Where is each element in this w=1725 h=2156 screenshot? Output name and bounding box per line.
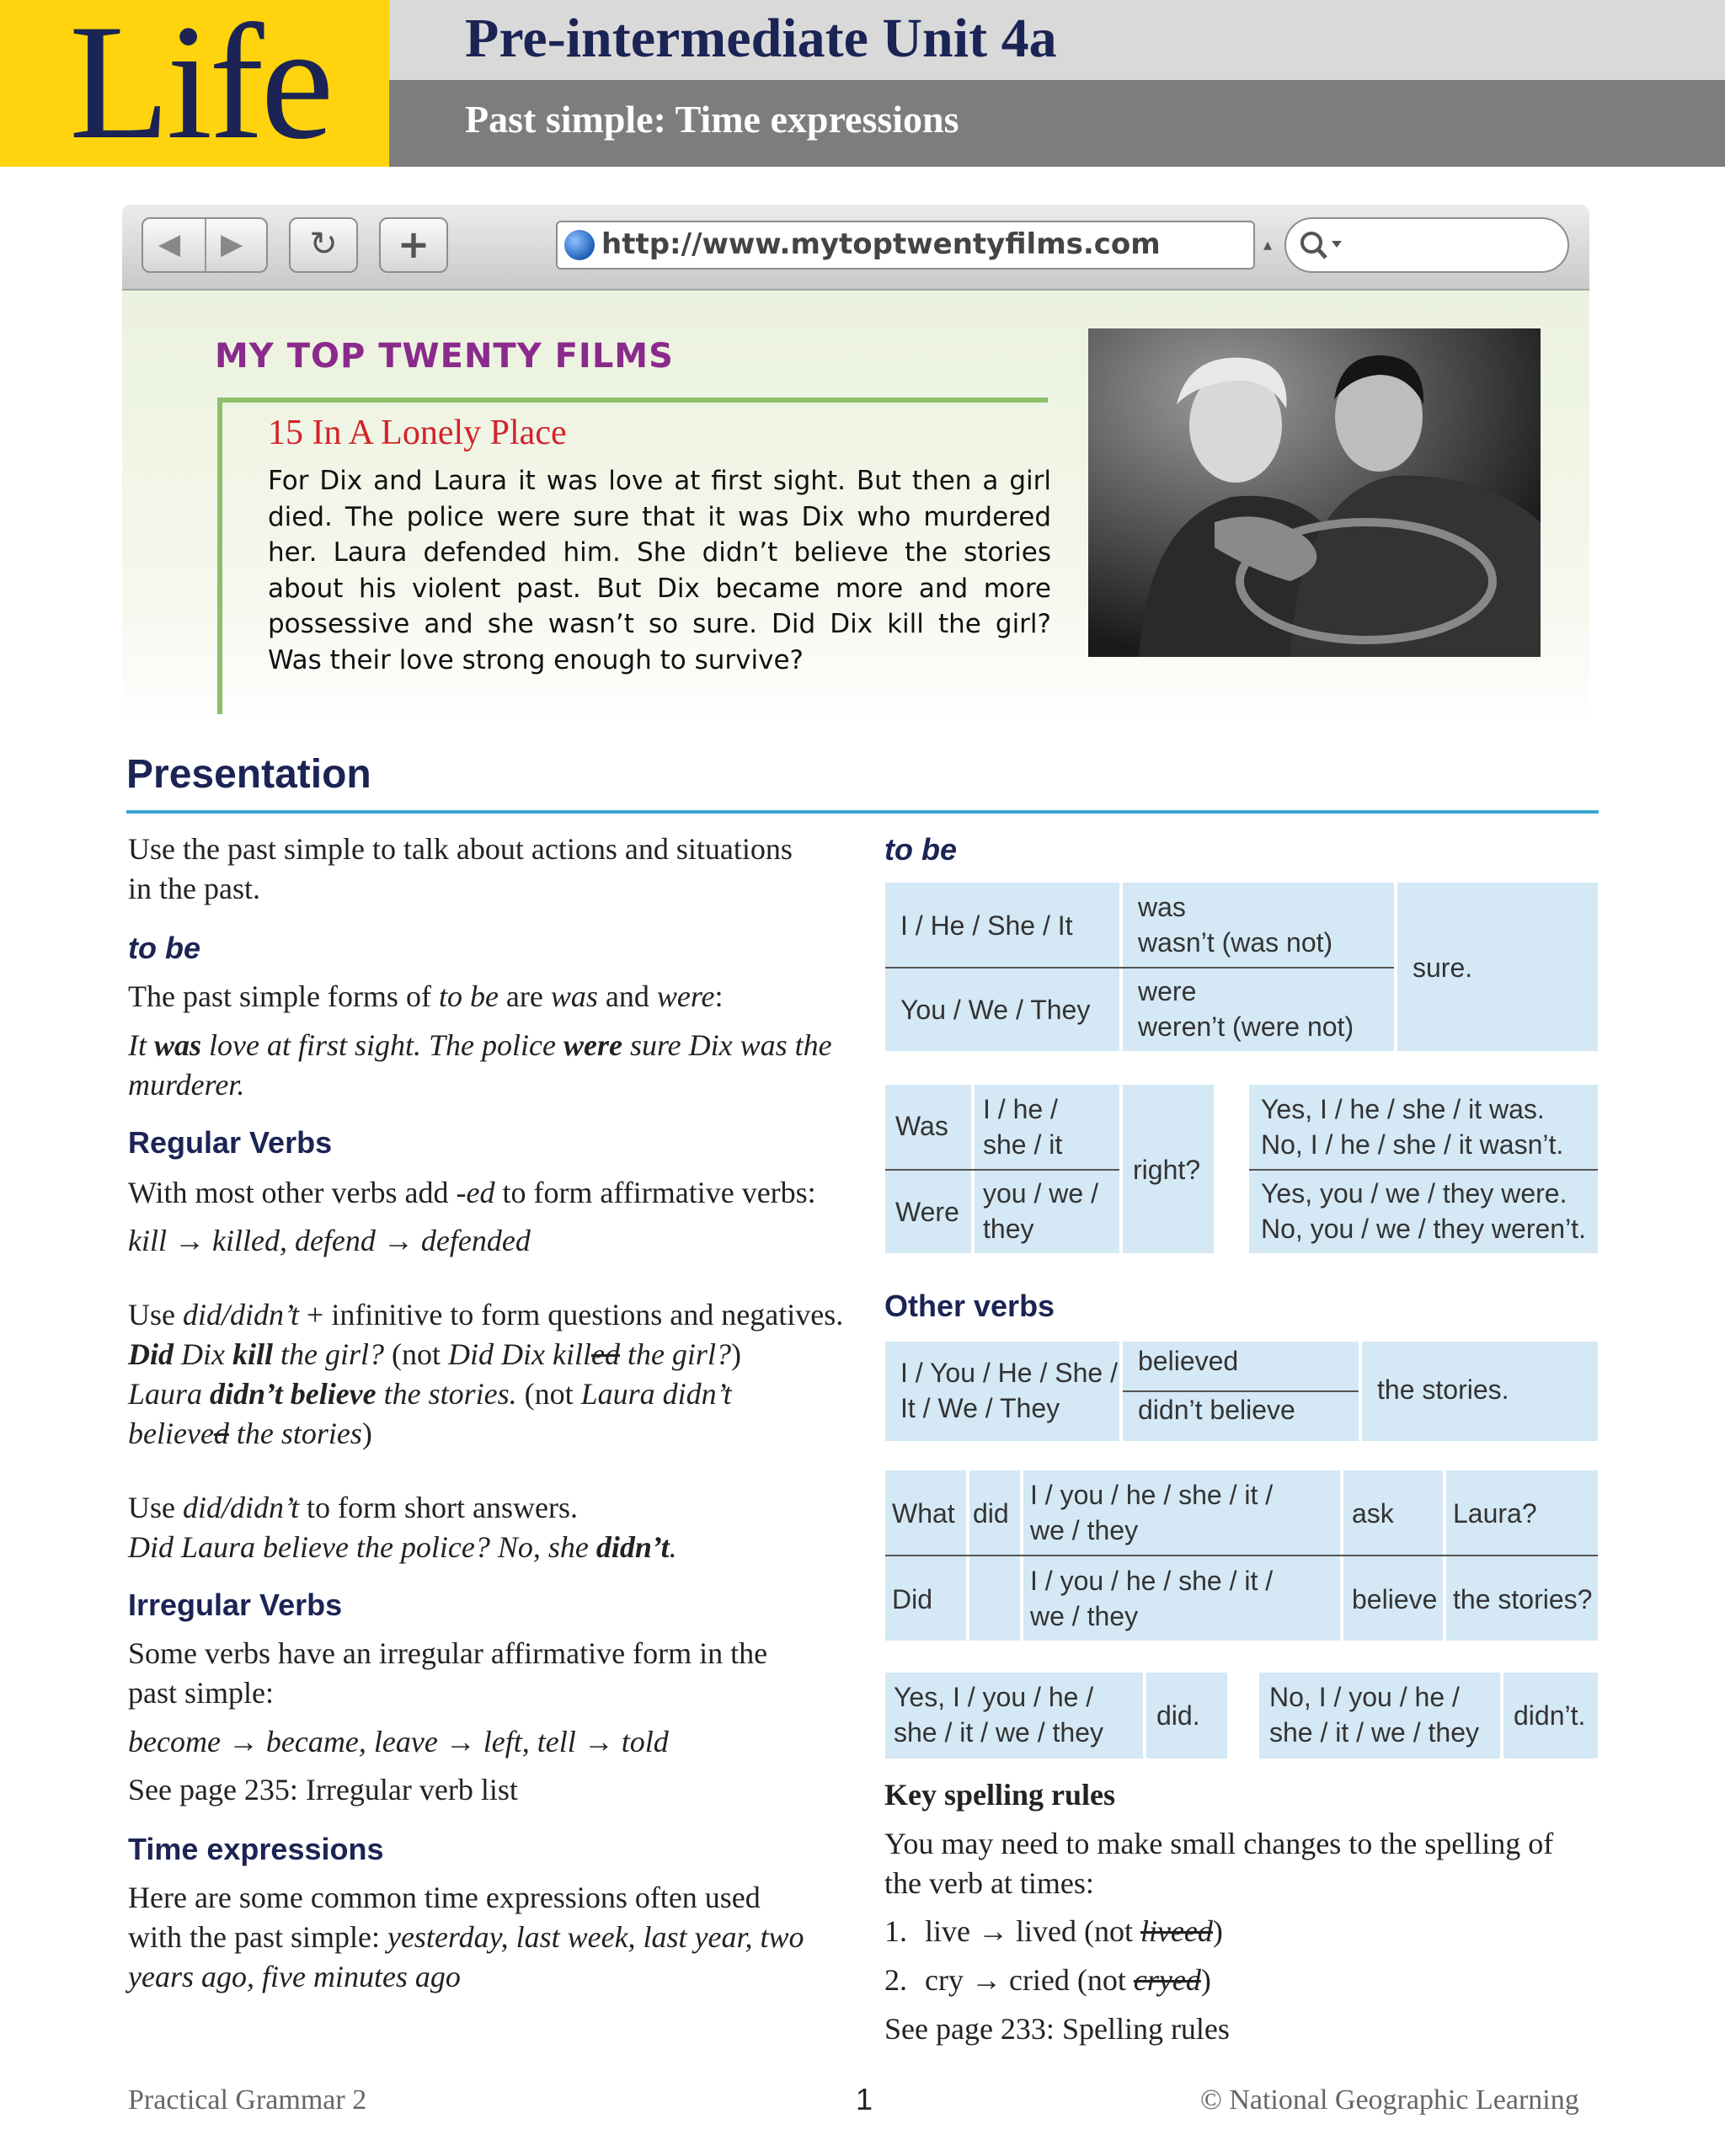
- spelling-text: [884, 1824, 1609, 1903]
- tobe-text-b: to be: [438, 979, 499, 1013]
- back-forward-buttons[interactable]: [142, 217, 268, 273]
- table1-subj1: I / He / She / It: [900, 910, 1073, 941]
- reload-button[interactable]: [289, 217, 358, 273]
- tobe-text-g: :: [714, 979, 724, 1013]
- tobe-table-heading: to be: [884, 832, 957, 867]
- did-ex1-i: ): [730, 1337, 741, 1371]
- table4-did1: did: [973, 1498, 1009, 1529]
- table2-q1: Was: [895, 1111, 948, 1141]
- film-still-photo: [1088, 328, 1541, 657]
- did-ex1-b: Dix: [174, 1337, 232, 1371]
- table2-a2: No, I / he / she / it wasn’t.: [1261, 1129, 1564, 1160]
- tobe-ex-1e: sure Dix was the: [622, 1028, 832, 1062]
- table1-v2b: weren’t (were not): [1138, 1011, 1354, 1042]
- table5-nb: she / it / we / they: [1269, 1717, 1479, 1748]
- table5-no-verb: [1503, 1673, 1598, 1758]
- irregular-text: [128, 1634, 886, 1713]
- did-ex1-f: Did Dix kill: [448, 1337, 591, 1371]
- table4-s2a: I / you / he / she / it /: [1030, 1566, 1274, 1596]
- site-title: MY TOP TWENTY FILMS: [215, 337, 674, 376]
- spelling-rule-2: [884, 1961, 1211, 2000]
- regular-text-c: to form affirmative verbs:: [494, 1176, 816, 1209]
- did-ex3-b: d: [213, 1417, 229, 1450]
- did-ex1-e: (not: [384, 1337, 448, 1371]
- table3-v1: believed: [1138, 1346, 1239, 1376]
- article-body: For Dix and Laura it was love at first sight. But then a girl died. The police were sure that it was Dix who murdered her. Laura defended him. She didn’t believe the stories about his violent past. But Dix became more and more possessive and she wasn’t so sure. Did Dix kill the girl? Was their love strong enough to survive?: [268, 466, 1051, 675]
- table1-comp: sure.: [1413, 953, 1473, 983]
- intro-line-1: Use the past simple to talk about actions and situations: [128, 832, 793, 866]
- unit-header: [389, 0, 1725, 80]
- table2-s2b: they: [983, 1214, 1034, 1244]
- did-example-2: [128, 1374, 903, 1414]
- rule2-a: cry → cried (not: [925, 1963, 1134, 1997]
- tobe-text-d: was: [550, 979, 598, 1013]
- irregular-example: become → became, leave → left, tell → told: [128, 1725, 669, 1758]
- regular-text-b: -ed: [456, 1176, 495, 1209]
- tobe-text-e: and: [597, 979, 657, 1013]
- irregular-line-1: Some verbs have an irregular affirmative form in the: [128, 1636, 768, 1670]
- search-icon: [1298, 227, 1348, 264]
- regular-text-a: With most other verbs add: [128, 1176, 457, 1209]
- tobe-example: [128, 1026, 886, 1105]
- address-bar[interactable]: [556, 221, 1255, 270]
- time-heading: Time expressions: [128, 1832, 384, 1866]
- forward-arrow-icon[interactable]: ▶: [221, 227, 243, 261]
- did-ex2-c: the stories.: [376, 1377, 517, 1411]
- new-tab-button[interactable]: [379, 217, 448, 273]
- regular-text: [128, 1173, 886, 1213]
- did-text-b: did/didn’t: [183, 1298, 300, 1331]
- table1-divider: [885, 967, 1394, 969]
- table4-s1a: I / you / he / she / it /: [1030, 1480, 1274, 1510]
- article-title: 15 In A Lonely Place: [268, 414, 567, 452]
- short-text-b: did/didn’t: [183, 1491, 300, 1524]
- table3-object-cell: [1362, 1342, 1598, 1441]
- table5-nv: didn’t.: [1514, 1700, 1586, 1731]
- tobe-ex-1b: was: [154, 1028, 202, 1062]
- globe-icon: [564, 230, 595, 260]
- did-ex1-d: the girl?: [273, 1337, 384, 1371]
- did-ex1-g: ed: [590, 1337, 620, 1371]
- time-line-3: years ago, five minutes ago: [128, 1960, 461, 1993]
- regular-example: kill → killed, defend → defended: [128, 1224, 531, 1257]
- short-text-c: to form short answers.: [299, 1491, 578, 1524]
- footer-left: Practical Grammar 2: [128, 2084, 367, 2116]
- table2-s1a: I / he /: [983, 1094, 1058, 1124]
- table2-s1b: she / it: [983, 1129, 1063, 1160]
- table3-s2: It / We / They: [900, 1393, 1060, 1423]
- table2-a3: Yes, you / we / they were.: [1261, 1178, 1567, 1209]
- table5-yes-subject: [885, 1673, 1143, 1758]
- did-text: [128, 1295, 903, 1335]
- did-ex2-d: (not: [516, 1377, 581, 1411]
- footer-right: © National Geographic Learning: [1200, 2084, 1579, 2116]
- tobe-example-line-1: [128, 1026, 886, 1065]
- tobe-text-c: are: [498, 979, 551, 1013]
- plus-icon: +: [397, 221, 430, 267]
- table4-divider: [885, 1555, 1598, 1556]
- did-examples: [128, 1335, 903, 1454]
- table2-s2a: you / we /: [983, 1178, 1098, 1209]
- table5-yes-verb: [1146, 1673, 1227, 1758]
- logo-text: Life: [69, 0, 331, 173]
- did-ex3-a: believe: [128, 1417, 214, 1450]
- short-text: [128, 1488, 886, 1528]
- table3-v2: didn’t believe: [1138, 1395, 1295, 1425]
- back-arrow-icon[interactable]: ◀: [158, 227, 181, 261]
- did-example-3: [128, 1414, 903, 1454]
- rule2-b: cryed: [1133, 1963, 1201, 1997]
- table4-v2: believe: [1352, 1584, 1438, 1614]
- spelling-rule-1: [884, 1912, 1223, 1951]
- did-ex1-h: the girl?: [619, 1337, 731, 1371]
- presentation-heading: Presentation: [126, 752, 371, 797]
- spelling-line-2: the verb at times:: [884, 1866, 1094, 1900]
- intro-line-2: in the past.: [128, 872, 260, 905]
- table3-divider: [1123, 1390, 1359, 1392]
- page-number: 1: [856, 2082, 873, 2116]
- table4-o1: Laura?: [1453, 1498, 1537, 1529]
- table1-subj2: You / We / They: [900, 995, 1091, 1025]
- table5-yv: did.: [1156, 1700, 1200, 1731]
- table1-v2a: were: [1138, 976, 1197, 1006]
- time-2a: with the past simple:: [128, 1920, 387, 1954]
- tobe-heading: to be: [128, 931, 200, 965]
- did-example-1: [128, 1335, 903, 1374]
- rule2-c: ): [1200, 1963, 1211, 1997]
- tobe-ex-1d: were: [563, 1028, 622, 1062]
- tobe-text-a: The past simple forms of: [128, 979, 439, 1013]
- table2-mid: right?: [1133, 1155, 1201, 1185]
- table3-obj: the stories.: [1377, 1374, 1509, 1405]
- did-ex3-c: the stories: [228, 1417, 362, 1450]
- did-ex2-b: didn’t believe: [210, 1377, 377, 1411]
- did-ex1-a: Did: [128, 1337, 174, 1371]
- rule1-b: liveed: [1140, 1914, 1213, 1948]
- table5-na: No, I / you / he /: [1269, 1682, 1460, 1712]
- film-still-image: [1088, 328, 1541, 657]
- table4-s1b: we / they: [1030, 1515, 1139, 1545]
- table2-a1: Yes, I / he / she / it was.: [1261, 1094, 1545, 1124]
- table2-mid-cell: [1123, 1085, 1214, 1253]
- table4-v1: ask: [1352, 1498, 1394, 1529]
- table2-divider-left: [885, 1169, 1119, 1171]
- search-field[interactable]: [1284, 217, 1569, 273]
- did-text-a: Use: [128, 1298, 183, 1331]
- reload-icon: ↻: [309, 225, 338, 264]
- url-dropdown-icon[interactable]: ▴: [1263, 234, 1273, 254]
- table3-s1: I / You / He / She /: [900, 1358, 1118, 1388]
- short-text-a: Use: [128, 1491, 183, 1524]
- tobe-text-f: were: [656, 979, 715, 1013]
- subtitle-header: [389, 80, 1725, 167]
- table2-a4: No, you / we / they weren’t.: [1261, 1214, 1586, 1244]
- button-divider: [205, 219, 206, 271]
- did-ex3-d: ): [361, 1417, 372, 1450]
- tobe-ex-1c: love at first sight. The police: [201, 1028, 563, 1062]
- short-ex-c: .: [669, 1530, 677, 1564]
- table5-yb: she / it / we / they: [894, 1717, 1103, 1748]
- table5-ya: Yes, I / you / he /: [894, 1682, 1094, 1712]
- irregular-heading: Irregular Verbs: [128, 1588, 343, 1622]
- table2-divider-right: [1249, 1169, 1598, 1171]
- rule1-c: ): [1212, 1914, 1223, 1948]
- intro-text: [128, 830, 852, 909]
- rule1-a: live → lived (not: [925, 1914, 1140, 1948]
- presentation-rule: [126, 810, 1599, 814]
- short-answers: [128, 1488, 886, 1567]
- life-logo: [0, 0, 389, 173]
- table1-complement-cell: [1397, 883, 1598, 1051]
- table4-did2: Did: [892, 1584, 933, 1614]
- did-ex1-c: kill: [232, 1337, 273, 1371]
- irregular-see: See page 235: Irregular verb list: [128, 1773, 518, 1806]
- other-verbs-heading: Other verbs: [884, 1289, 1055, 1323]
- spelling-see: See page 233: Spelling rules: [884, 2012, 1230, 2046]
- rule1-num: 1.: [884, 1914, 907, 1948]
- table1-v1a: was: [1138, 892, 1186, 922]
- table4-s2b: we / they: [1030, 1601, 1139, 1631]
- table2-q2: Were: [895, 1197, 959, 1227]
- did-ex2-e: Laura didn’t: [580, 1377, 732, 1411]
- table4-wh: What: [892, 1498, 955, 1529]
- table5-no-subject: [1259, 1673, 1500, 1758]
- did-text-c: + infinitive to form questions and negatives.: [299, 1298, 844, 1331]
- time-line-1: Here are some common time expressions often used: [128, 1881, 761, 1914]
- table1-v1b: wasn’t (was not): [1138, 927, 1333, 958]
- did-ex2-a: Laura: [128, 1377, 211, 1411]
- unit-title: Pre-intermediate Unit 4a: [465, 8, 1057, 69]
- regular-heading: Regular Verbs: [128, 1125, 333, 1160]
- time-line-2: [128, 1918, 886, 1957]
- time-2b: yesterday, last week, last year, two: [387, 1920, 804, 1954]
- tobe-text: [128, 977, 886, 1017]
- spelling-line-1: You may need to make small changes to the spelling of: [884, 1827, 1554, 1860]
- tobe-ex-1a: It: [128, 1028, 154, 1062]
- rule2-num: 2.: [884, 1963, 907, 1997]
- table4-o2: the stories?: [1453, 1584, 1593, 1614]
- spelling-heading: Key spelling rules: [884, 1778, 1116, 1812]
- url-text: http://www.mytoptwentyfilms.com: [601, 227, 1161, 261]
- short-ex-a: Did Laura believe the police? No, she: [128, 1530, 596, 1564]
- tobe-example-line-2: murderer.: [128, 1068, 245, 1102]
- short-example: [128, 1528, 886, 1567]
- time-text: [128, 1878, 886, 1997]
- short-ex-b: didn’t: [595, 1530, 670, 1564]
- irregular-line-2: past simple:: [128, 1676, 274, 1710]
- table3-subject-cell: [885, 1342, 1119, 1441]
- page-subtitle: Past simple: Time expressions: [465, 98, 959, 141]
